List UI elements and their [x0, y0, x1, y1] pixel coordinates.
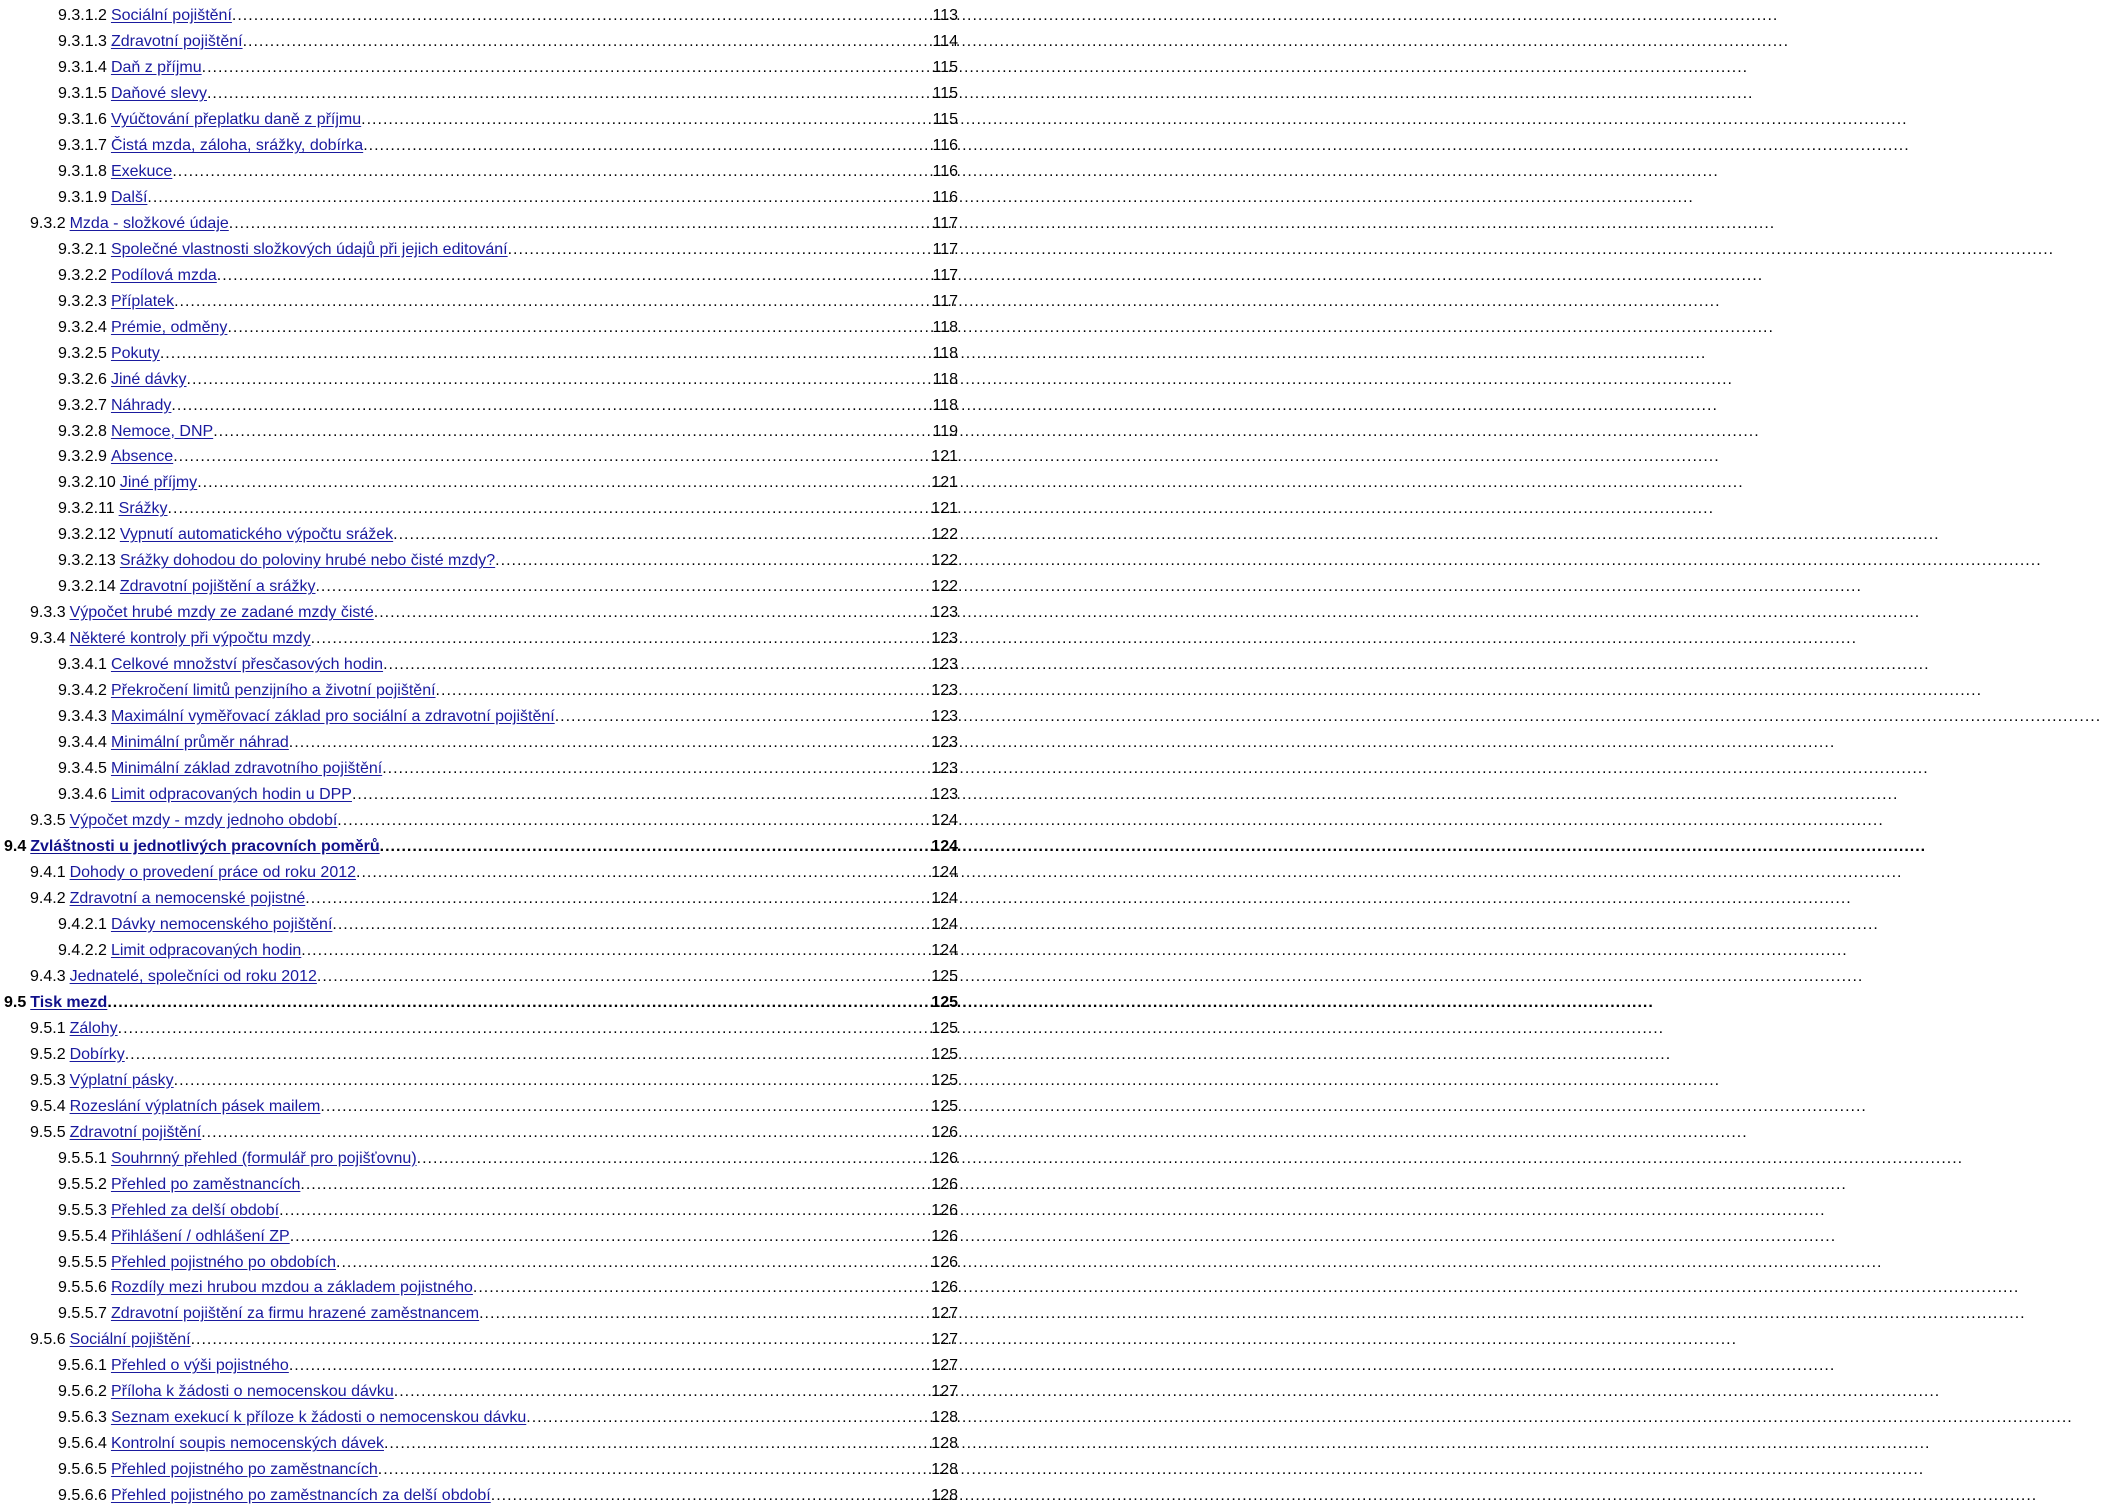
toc-entry-number: 9.4.2 — [30, 889, 66, 907]
toc-entry[interactable] — [0, 1405, 960, 1431]
toc-entry[interactable] — [0, 1327, 960, 1353]
toc-entry-number: 9.3.1.2 — [58, 7, 107, 24]
toc-entry[interactable] — [0, 1146, 960, 1172]
toc-dot-leader — [356, 860, 929, 886]
toc-dot-leader — [279, 1198, 929, 1224]
toc-entry-link[interactable]: Přehled po zaměstnancích — [110, 1175, 301, 1193]
toc-entry-page: 123 — [931, 656, 958, 674]
toc-entry[interactable] — [0, 756, 960, 782]
toc-entry-link[interactable]: Jednatelé, společníci od roku 2012 — [69, 967, 317, 985]
toc-entry-number: 9.3.2.6 — [58, 370, 107, 388]
toc-entry-link[interactable]: Jiné dávky — [110, 370, 187, 388]
toc-entry-page: 117 — [932, 240, 958, 258]
toc-dot-leader — [479, 1301, 929, 1327]
toc-entry-link[interactable]: Kontrolní soupis nemocenských dávek — [110, 1435, 384, 1453]
toc-entry-number: 9.5.5.4 — [58, 1227, 107, 1245]
toc-entry-page: 118 — [932, 396, 958, 414]
toc-entry-link[interactable]: Rozdíly mezi hrubou mzdou a základem pojistného — [110, 1279, 473, 1297]
toc-entry-number: 9.3.1.3 — [58, 32, 107, 50]
toc-entry-page: 123 — [931, 604, 958, 622]
toc-entry[interactable] — [0, 574, 960, 600]
toc-entry-number: 9.5.5.7 — [58, 1305, 107, 1323]
toc-entry[interactable] — [0, 730, 960, 756]
toc-dot-leader — [191, 1327, 930, 1353]
toc-entry-number: 9.3.1.4 — [58, 58, 107, 76]
toc-dot-leader — [384, 1431, 929, 1457]
toc-entry-page: 114 — [932, 32, 958, 50]
toc-entry-number: 9.5.3 — [30, 1071, 66, 1089]
toc-dot-leader — [301, 938, 929, 964]
toc-entry-link[interactable]: Srážky — [118, 500, 168, 518]
toc-entry-number: 9.5.5.2 — [58, 1175, 107, 1193]
toc-entry-number: 9.5.5.6 — [58, 1279, 107, 1297]
toc-dot-leader — [187, 367, 931, 393]
toc-entry[interactable] — [0, 678, 960, 704]
toc-entry-link[interactable]: Čistá mzda, záloha, srážky, dobírka — [110, 136, 364, 154]
toc-dot-leader — [217, 263, 931, 289]
toc-entry-number: 9.3.4.4 — [58, 734, 107, 752]
toc-entry-page: 128 — [931, 1409, 958, 1427]
toc-entry[interactable] — [0, 886, 960, 912]
toc-entry-number: 9.5.5.1 — [58, 1149, 107, 1167]
toc-entry-link[interactable]: Vyúčtování přeplatku daně z příjmu — [110, 110, 362, 128]
toc-entry-page: 126 — [931, 1175, 958, 1193]
toc-dot-leader — [383, 652, 929, 678]
toc-entry-link[interactable]: Společné vlastnosti složkových údajů při jejich editování — [110, 240, 508, 258]
toc-entry[interactable] — [0, 367, 960, 393]
toc-entry-page: 123 — [931, 786, 958, 804]
toc-entry[interactable] — [0, 1120, 960, 1146]
toc-entry[interactable] — [0, 1094, 960, 1120]
toc-entry-number: 9.3.2.9 — [58, 448, 107, 466]
toc-entry-page: 125 — [931, 1071, 958, 1089]
toc-entry-link[interactable]: Limit odpracovaných hodin u DPP — [110, 786, 352, 804]
toc-entry-link[interactable]: Náhrady — [110, 396, 172, 414]
toc-entry-number: 9.3.4.5 — [58, 760, 107, 778]
toc-entry-page: 117 — [932, 214, 958, 232]
toc-entry-number: 9.3.2.12 — [58, 526, 116, 544]
toc-dot-leader — [378, 1457, 930, 1483]
toc-entry-page: 128 — [931, 1461, 958, 1479]
toc-entry-page: 127 — [931, 1357, 958, 1375]
toc-entry-number: 9.5.6.2 — [58, 1383, 107, 1401]
toc-entry-page: 116 — [932, 188, 958, 206]
toc-entry[interactable] — [0, 834, 960, 860]
toc-entry-page: 118 — [932, 370, 958, 388]
toc-entry-link[interactable]: Dohody o provedení práce od roku 2012 — [69, 863, 357, 881]
toc-entry-page: 126 — [931, 1253, 958, 1271]
toc-entry[interactable] — [0, 1250, 960, 1276]
toc-dot-leader — [361, 107, 930, 133]
toc-entry-number: 9.3.2.11 — [58, 500, 115, 518]
toc-entry-number: 9.3.2.2 — [58, 266, 107, 284]
toc-dot-leader — [495, 548, 929, 574]
toc-entry-number: 9.3.2.10 — [58, 474, 116, 492]
toc-dot-leader — [202, 55, 931, 81]
toc-entry[interactable] — [0, 1068, 960, 1094]
table-of-contents — [0, 0, 960, 1509]
toc-entry-number: 9.5.4 — [30, 1097, 66, 1115]
toc-entry-page: 116 — [932, 162, 958, 180]
toc-dot-leader — [417, 1146, 930, 1172]
toc-dot-leader — [436, 678, 930, 704]
toc-entry[interactable] — [0, 808, 960, 834]
toc-entry-page: 123 — [931, 708, 958, 726]
toc-entry[interactable] — [0, 1379, 960, 1405]
toc-entry-link[interactable]: Přihlášení / odhlášení ZP — [110, 1227, 290, 1245]
toc-entry[interactable] — [0, 912, 960, 938]
toc-entry-link[interactable]: Limit odpracovaných hodin — [110, 941, 302, 959]
toc-entry-page: 115 — [932, 84, 958, 102]
toc-entry-page: 117 — [932, 266, 958, 284]
toc-entry-link[interactable]: Přehled za delší období — [110, 1201, 280, 1219]
toc-entry-page: 116 — [932, 136, 958, 154]
toc-entry-link[interactable]: Sociální pojištění — [110, 7, 232, 24]
toc-entry[interactable] — [0, 626, 960, 652]
toc-entry-number: 9.3.5 — [30, 812, 66, 830]
toc-entry[interactable] — [0, 159, 960, 185]
toc-entry-link[interactable]: Souhrnný přehled (formulář pro pojišťovnu) — [110, 1149, 417, 1167]
toc-entry-page: 127 — [931, 1331, 958, 1349]
toc-entry[interactable] — [0, 133, 960, 159]
toc-entry-number: 9.5.6.6 — [58, 1487, 107, 1505]
toc-entry[interactable] — [0, 1431, 960, 1457]
toc-entry-page: 113 — [932, 7, 958, 24]
toc-entry[interactable] — [0, 704, 960, 730]
toc-entry-page: 124 — [931, 863, 958, 881]
toc-entry-link[interactable]: Zdravotní pojištění — [69, 1123, 202, 1141]
toc-dot-leader — [317, 964, 929, 990]
toc-entry-page: 121 — [931, 448, 958, 466]
toc-entry-page: 128 — [931, 1487, 958, 1505]
toc-entry-number: 9.4.1 — [30, 863, 66, 881]
toc-dot-leader — [393, 522, 929, 548]
toc-entry-number: 9.3.1.6 — [58, 110, 107, 128]
toc-entry[interactable] — [0, 341, 960, 367]
toc-entry[interactable] — [0, 1457, 960, 1483]
toc-dot-leader — [174, 289, 930, 315]
toc-entry[interactable] — [0, 964, 960, 990]
toc-entry-number: 9.3.4.2 — [58, 682, 107, 700]
toc-dot-leader — [289, 730, 930, 756]
toc-entry-link[interactable]: Přehled pojistného po zaměstnancích za delší období — [110, 1487, 491, 1505]
toc-dot-leader — [473, 1275, 929, 1301]
toc-entry-link[interactable]: Prémie, odměny — [110, 318, 228, 336]
toc-dot-leader — [171, 393, 930, 419]
toc-entry[interactable] — [0, 211, 960, 237]
toc-dot-leader — [207, 81, 931, 107]
toc-entry-number: 9.5.5.5 — [58, 1253, 107, 1271]
toc-entry-link[interactable]: Seznam exekucí k příloze k žádosti o nemocenskou dávku — [110, 1409, 527, 1427]
toc-entry[interactable] — [0, 600, 960, 626]
toc-entry-link[interactable]: Vypnutí automatického výpočtu srážek — [119, 526, 394, 544]
toc-dot-leader — [315, 574, 929, 600]
toc-entry-link[interactable]: Zdravotní pojištění — [110, 32, 243, 50]
toc-entry-link[interactable]: Některé kontroly při výpočtu mzdy — [69, 630, 311, 648]
toc-entry-link[interactable]: Mzda - složkové údaje — [69, 214, 229, 232]
toc-entry-page: 123 — [931, 682, 958, 700]
toc-entry-link[interactable]: Překročení limitů penzijního a životní pojištění — [110, 682, 436, 700]
toc-entry-number: 9.4.2.2 — [58, 941, 107, 959]
toc-entry[interactable] — [0, 1224, 960, 1250]
toc-dot-leader — [526, 1405, 929, 1431]
toc-dot-leader — [363, 133, 930, 159]
toc-entry[interactable] — [0, 782, 960, 808]
toc-entry-page: 125 — [931, 1097, 958, 1115]
toc-dot-leader — [229, 211, 931, 237]
toc-entry-page: 123 — [931, 760, 958, 778]
toc-dot-leader — [311, 626, 930, 652]
toc-entry-number: 9.3.4.1 — [58, 656, 107, 674]
toc-entry-number: 9.4 — [4, 838, 27, 855]
toc-entry[interactable] — [0, 289, 960, 315]
toc-entry-link[interactable]: Daň z příjmu — [110, 58, 202, 76]
toc-dot-leader — [243, 29, 931, 55]
toc-entry-number: 9.3.4.3 — [58, 708, 107, 726]
toc-entry[interactable] — [0, 522, 960, 548]
toc-entry-page: 126 — [931, 1123, 958, 1141]
toc-entry[interactable] — [0, 1042, 960, 1068]
toc-dot-leader — [336, 1250, 929, 1276]
toc-entry-page: 126 — [931, 1149, 958, 1167]
toc-entry[interactable] — [0, 990, 960, 1016]
toc-dot-leader — [197, 470, 929, 496]
toc-dot-leader — [118, 1016, 930, 1042]
toc-entry-link[interactable]: Další — [110, 188, 148, 206]
toc-dot-leader — [380, 834, 930, 860]
toc-entry-page: 127 — [931, 1383, 958, 1401]
toc-entry-link[interactable]: Exekuce — [110, 162, 173, 180]
toc-entry-number: 9.3.1.7 — [58, 136, 107, 154]
toc-entry[interactable] — [0, 496, 960, 522]
toc-entry-page: 124 — [931, 915, 958, 933]
toc-entry-link[interactable]: Výplatní pásky — [69, 1071, 174, 1089]
toc-entry-page: 125 — [931, 1019, 958, 1037]
toc-entry-number: 9.3.2.7 — [58, 396, 107, 414]
toc-dot-leader — [300, 1172, 929, 1198]
toc-entry-page: 121 — [931, 500, 958, 518]
toc-entry[interactable] — [0, 81, 960, 107]
toc-entry-page: 125 — [931, 993, 958, 1011]
toc-entry-link[interactable]: Přehled pojistného po obdobích — [110, 1253, 336, 1271]
toc-entry-number: 9.3.2.13 — [58, 552, 116, 570]
toc-entry[interactable] — [0, 548, 960, 574]
toc-dot-leader — [289, 1353, 929, 1379]
toc-entry-page: 126 — [931, 1201, 958, 1219]
toc-entry-number: 9.5.6.1 — [58, 1357, 107, 1375]
toc-entry-link[interactable]: Přehled pojistného po zaměstnancích — [110, 1461, 378, 1479]
toc-entry-link[interactable]: Jiné příjmy — [119, 474, 198, 492]
toc-dot-leader — [394, 1379, 930, 1405]
toc-entry[interactable] — [0, 938, 960, 964]
toc-entry-link[interactable]: Sociální pojištění — [69, 1331, 191, 1349]
toc-entry-number: 9.3.4 — [30, 630, 66, 648]
toc-entry-link[interactable]: Příloha k žádosti o nemocenskou dávku — [110, 1383, 394, 1401]
toc-entry-page: 118 — [932, 318, 958, 336]
toc-entry-number: 9.3.1.5 — [58, 84, 107, 102]
toc-entry[interactable] — [0, 1198, 960, 1224]
toc-entry[interactable] — [0, 470, 960, 496]
toc-entry-link[interactable]: Maximální vyměřovací základ pro sociální a zdravotní pojištění — [110, 708, 555, 726]
toc-dot-leader — [320, 1094, 929, 1120]
toc-entry-page: 126 — [931, 1227, 958, 1245]
toc-entry[interactable] — [0, 444, 960, 470]
toc-entry-number: 9.3.2.3 — [58, 292, 107, 310]
toc-entry-link[interactable]: Výpočet hrubé mzdy ze zadané mzdy čisté — [69, 604, 374, 622]
toc-entry-page: 124 — [931, 941, 958, 959]
toc-entry-number: 9.5.5.3 — [58, 1201, 107, 1219]
toc-entry-page: 126 — [931, 1279, 958, 1297]
toc-entry-page: 122 — [931, 578, 958, 596]
toc-entry[interactable] — [0, 393, 960, 419]
toc-entry-number: 9.3.2.1 — [58, 240, 107, 258]
toc-dot-leader — [125, 1042, 930, 1068]
toc-entry[interactable] — [0, 1016, 960, 1042]
toc-entry[interactable] — [0, 55, 960, 81]
toc-entry-link[interactable]: Pokuty — [110, 344, 160, 362]
toc-entry-number: 9.3.2 — [30, 214, 66, 232]
toc-entry-page: 118 — [932, 344, 958, 362]
toc-entry-page: 127 — [931, 1305, 958, 1323]
toc-entry-page: 121 — [931, 474, 958, 492]
toc-entry-number: 9.5.6.3 — [58, 1409, 107, 1427]
toc-entry-page: 128 — [931, 1435, 958, 1453]
toc-entry-page: 122 — [931, 552, 958, 570]
toc-entry-page: 115 — [932, 58, 958, 76]
toc-entry-link[interactable]: Zdravotní a nemocenské pojistné — [69, 889, 306, 907]
toc-entry-number: 9.3.2.14 — [58, 578, 116, 596]
toc-dot-leader — [352, 782, 929, 808]
toc-dot-leader — [508, 237, 931, 263]
toc-entry-link[interactable]: Absence — [110, 448, 174, 466]
toc-entry-number: 9.5.5 — [30, 1123, 66, 1141]
toc-entry-link[interactable]: Zvláštnosti u jednotlivých pracovních poměrů — [30, 838, 380, 855]
toc-dot-leader — [491, 1483, 930, 1509]
toc-entry-number: 9.3.2.8 — [58, 422, 107, 440]
toc-entry-number: 9.5.6 — [30, 1331, 66, 1349]
toc-entry-page: 125 — [931, 1045, 958, 1063]
toc-entry[interactable] — [0, 1172, 960, 1198]
toc-dot-leader — [332, 912, 929, 938]
toc-dot-leader — [213, 419, 930, 445]
toc-dot-leader — [173, 444, 929, 470]
toc-entry[interactable] — [0, 1275, 960, 1301]
toc-entry-link[interactable]: Minimální základ zdravotního pojištění — [110, 760, 383, 778]
toc-entry-page: 115 — [932, 110, 958, 128]
toc-dot-leader — [290, 1224, 930, 1250]
toc-entry-number: 9.5 — [4, 993, 27, 1011]
toc-entry-page: 124 — [931, 838, 958, 855]
toc-entry[interactable] — [0, 237, 960, 263]
toc-dot-leader — [168, 496, 930, 522]
toc-entry[interactable] — [0, 1301, 960, 1327]
toc-dot-leader — [227, 315, 930, 341]
toc-entry-link[interactable]: Nemoce, DNP — [110, 422, 214, 440]
toc-entry[interactable] — [0, 1483, 960, 1509]
toc-entry-link[interactable]: Celkové množství přesčasových hodin — [110, 656, 384, 674]
toc-entry-number: 9.3.3 — [30, 604, 66, 622]
toc-entry[interactable] — [0, 29, 960, 55]
toc-entry-link[interactable]: Zálohy — [69, 1019, 118, 1037]
toc-entry-number: 9.3.2.4 — [58, 318, 107, 336]
toc-entry[interactable] — [0, 419, 960, 445]
toc-entry-link[interactable]: Zdravotní pojištění za firmu hrazené zaměstnancem — [110, 1305, 480, 1323]
toc-entry-page: 123 — [931, 734, 958, 752]
toc-entry[interactable] — [0, 860, 960, 886]
toc-dot-leader — [147, 185, 930, 211]
toc-entry-number: 9.3.1.8 — [58, 162, 107, 180]
toc-entry-link[interactable]: Dobírky — [69, 1045, 125, 1063]
toc-entry-number: 9.5.6.5 — [58, 1461, 107, 1479]
toc-dot-leader — [382, 756, 929, 782]
toc-dot-leader — [201, 1120, 929, 1146]
toc-dot-leader — [107, 990, 929, 1016]
toc-dot-leader — [337, 808, 929, 834]
toc-entry-link[interactable]: Příplatek — [110, 292, 175, 310]
toc-entry-link[interactable]: Výpočet mzdy - mzdy jednoho období — [69, 812, 338, 830]
toc-entry-page: 119 — [932, 422, 958, 440]
toc-entry-number: 9.4.2.1 — [58, 915, 107, 933]
toc-entry-link[interactable]: Zdravotní pojištění a srážky — [119, 578, 316, 596]
toc-entry-page: 123 — [931, 630, 958, 648]
toc-entry-number: 9.5.6.4 — [58, 1435, 107, 1453]
toc-entry-number: 9.4.3 — [30, 967, 66, 985]
toc-entry-number: 9.3.1.9 — [58, 188, 107, 206]
toc-dot-leader — [172, 159, 930, 185]
toc-dot-leader — [374, 600, 930, 626]
toc-entry[interactable] — [0, 652, 960, 678]
toc-entry-page: 125 — [931, 967, 958, 985]
toc-entry[interactable] — [0, 107, 960, 133]
toc-entry-link[interactable]: Rozeslání výplatních pásek mailem — [69, 1097, 321, 1115]
toc-entry-link[interactable]: Tisk mezd — [30, 993, 108, 1011]
toc-entry[interactable] — [0, 185, 960, 211]
toc-dot-leader — [160, 341, 931, 367]
toc-entry-link[interactable]: Podílová mzda — [110, 266, 217, 284]
toc-entry-number: 9.5.2 — [30, 1045, 66, 1063]
toc-entry[interactable] — [0, 1353, 960, 1379]
toc-entry-link[interactable]: Minimální průměr náhrad — [110, 734, 289, 752]
toc-entry-number: 9.3.2.5 — [58, 344, 107, 362]
toc-entry-page: 124 — [931, 889, 958, 907]
toc-dot-leader — [555, 704, 930, 730]
toc-dot-leader — [174, 1068, 930, 1094]
toc-entry-page: 117 — [932, 292, 958, 310]
toc-entry-page: 122 — [931, 526, 958, 544]
toc-entry-link[interactable]: Přehled o výši pojistného — [110, 1357, 289, 1375]
toc-entry-link[interactable]: Daňové slevy — [110, 84, 207, 102]
toc-entry[interactable] — [0, 3, 960, 29]
toc-entry-number: 9.5.1 — [30, 1019, 66, 1037]
toc-entry-number: 9.3.4.6 — [58, 786, 107, 804]
toc-entry-link[interactable]: Dávky nemocenského pojištění — [110, 915, 333, 933]
toc-entry[interactable] — [0, 263, 960, 289]
toc-entry-link[interactable]: Srážky dohodou do poloviny hrubé nebo čisté mzdy? — [119, 552, 496, 570]
toc-dot-leader — [232, 3, 931, 29]
toc-dot-leader — [305, 886, 929, 912]
toc-entry[interactable] — [0, 315, 960, 341]
toc-entry-page: 124 — [931, 812, 958, 830]
